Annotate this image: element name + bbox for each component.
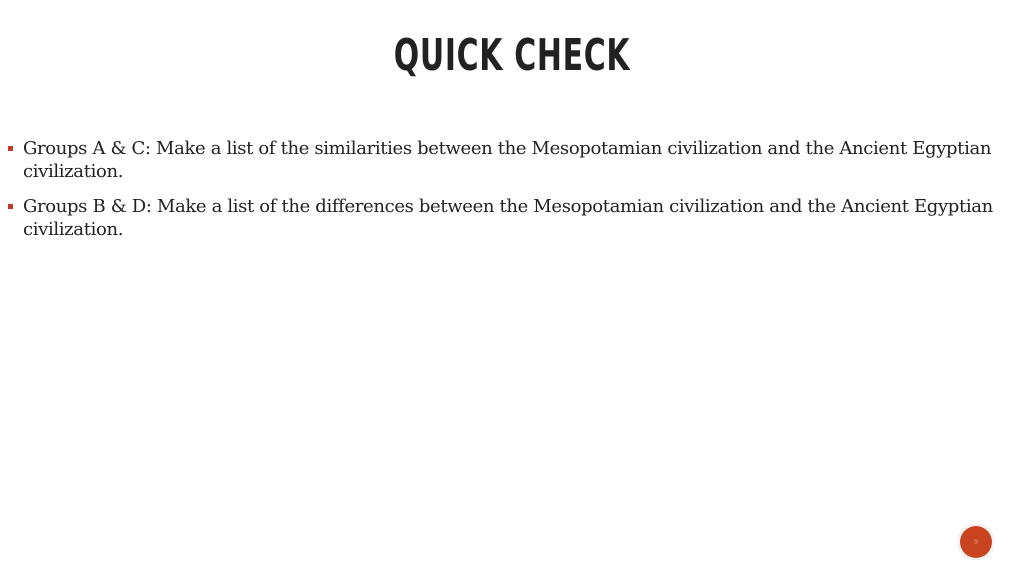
list-item xyxy=(8,137,998,183)
bullet-text: Groups B & D: Make a list of the differences between the Mesopotamian civilization and the Ancient Egyptian civilization. xyxy=(23,196,993,240)
square-bullet-icon xyxy=(8,204,13,209)
list-item xyxy=(8,195,998,241)
slide-title: QUICK CHECK xyxy=(393,30,631,81)
bullet-list xyxy=(8,137,998,253)
square-bullet-icon xyxy=(8,146,13,151)
bullet-text: Groups A & C: Make a list of the similarities between the Mesopotamian civilization and the Ancient Egyptian civilization. xyxy=(23,138,992,182)
slide-number-badge: 9 xyxy=(958,524,994,560)
